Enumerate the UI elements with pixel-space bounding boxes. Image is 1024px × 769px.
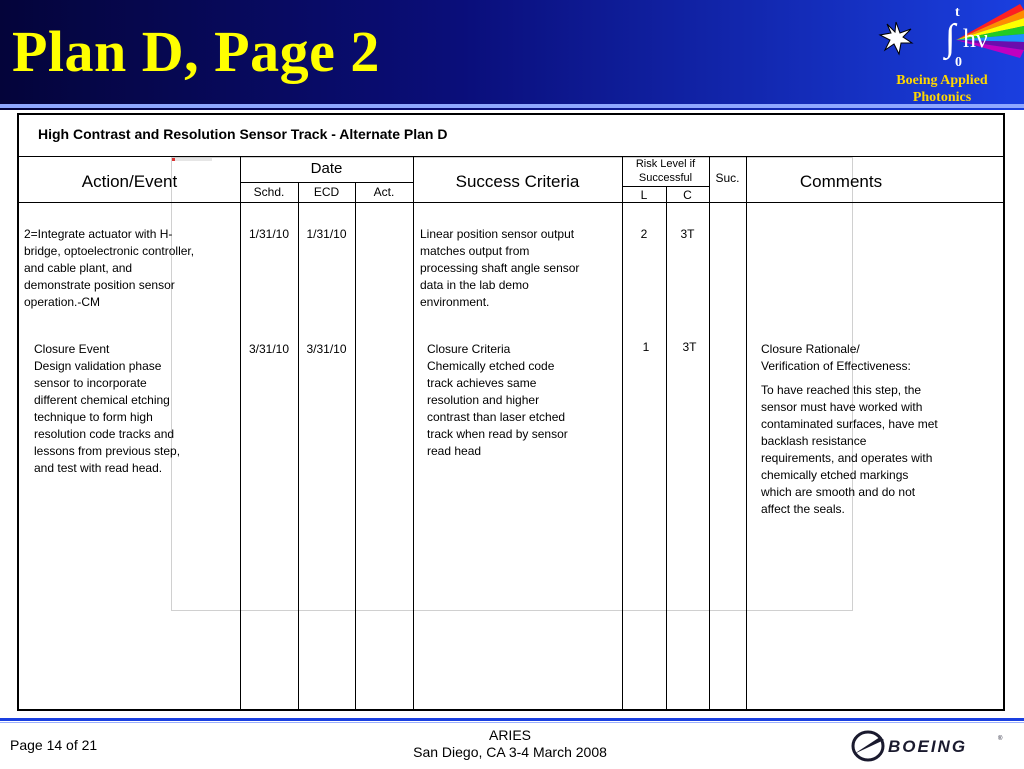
header-bottom-line bbox=[19, 202, 1003, 203]
header-comments: Comments bbox=[799, 172, 883, 191]
logo-integral-bottom: 0 bbox=[955, 55, 962, 70]
col-divider bbox=[666, 186, 667, 710]
svg-text:∫: ∫ bbox=[945, 17, 956, 59]
header-risk-level: Risk Level if Successful bbox=[635, 158, 696, 184]
row1-schd: 1/31/10 bbox=[248, 227, 290, 241]
photonics-logo bbox=[860, 0, 1024, 104]
header-ecd: ECD bbox=[313, 185, 340, 199]
footer-rule-thin bbox=[0, 722, 1024, 723]
table-subtitle: High Contrast and Resolution Sensor Track - Alternate Plan D bbox=[38, 126, 448, 142]
col-divider bbox=[746, 156, 747, 710]
conference-info: ARIES San Diego, CA 3-4 March 2008 bbox=[413, 727, 607, 760]
date-subheader-line bbox=[240, 182, 413, 183]
header-suc: Suc. bbox=[715, 171, 740, 185]
starburst-icon bbox=[880, 22, 912, 54]
header-schd: Schd. bbox=[253, 185, 285, 199]
col-divider bbox=[413, 156, 414, 710]
row1-action: 2=Integrate actuator with H- bridge, optoelectronic controller, and cable plant, and demonstrate position sensor operation.-CM bbox=[24, 227, 195, 309]
row2-schd: 3/31/10 bbox=[248, 342, 290, 356]
row1-ecd: 1/31/10 bbox=[306, 227, 347, 241]
row2-l: 1 bbox=[642, 340, 650, 354]
slide-title: Plan D, Page 2 bbox=[12, 19, 380, 84]
col-divider bbox=[355, 182, 356, 710]
boeing-logo bbox=[850, 728, 1010, 764]
row1-c: 3T bbox=[680, 227, 695, 241]
header-act: Act. bbox=[373, 185, 395, 199]
boeing-logo-icon bbox=[850, 728, 1010, 764]
row2-comments: Closure Rationale/ Verification of Effectiveness: To have reached this step, the sensor must have worked with contaminated surfaces, have met backlash resistance requirements, and operates with chemically etched markings which are smooth and do not affect the seals. bbox=[761, 342, 938, 516]
header-success-criteria: Success Criteria bbox=[455, 172, 580, 191]
logo-company-name: Boeing Applied Photonics bbox=[896, 73, 988, 105]
header-date: Date bbox=[310, 160, 343, 177]
row1-l: 2 bbox=[640, 227, 648, 241]
boeing-wordmark: BOEING bbox=[888, 737, 968, 756]
header-l: L bbox=[640, 188, 648, 202]
row2-ecd: 3/31/10 bbox=[306, 342, 347, 356]
header-action-event: Action/Event bbox=[81, 172, 178, 191]
row2-success: Closure Criteria Chemically etched code track achieves same resolution and higher contrast than laser etched track when read by sensor read head bbox=[427, 342, 568, 458]
page-number: Page 14 of 21 bbox=[10, 737, 98, 753]
logo-symbol: hν bbox=[963, 24, 988, 53]
row1-success: Linear position sensor output matches output from processing shaft angle sensor data in the lab demo environment. bbox=[420, 227, 580, 309]
rainbow-logo-icon bbox=[860, 0, 1024, 72]
footer-rule bbox=[0, 718, 1024, 721]
slide-header bbox=[0, 0, 1024, 110]
col-divider bbox=[709, 156, 710, 710]
col-divider bbox=[298, 182, 299, 710]
header-top-line bbox=[19, 156, 1003, 157]
row2-c: 3T bbox=[682, 340, 697, 354]
row2-action: Closure Event Design validation phase sensor to incorporate different chemical etching technique to form high resolution code tracks and lessons from previous step, and test with read head. bbox=[34, 342, 181, 475]
logo-integral-top: t bbox=[955, 5, 960, 20]
svg-text:®: ® bbox=[998, 736, 1003, 742]
header-c: C bbox=[683, 188, 692, 202]
